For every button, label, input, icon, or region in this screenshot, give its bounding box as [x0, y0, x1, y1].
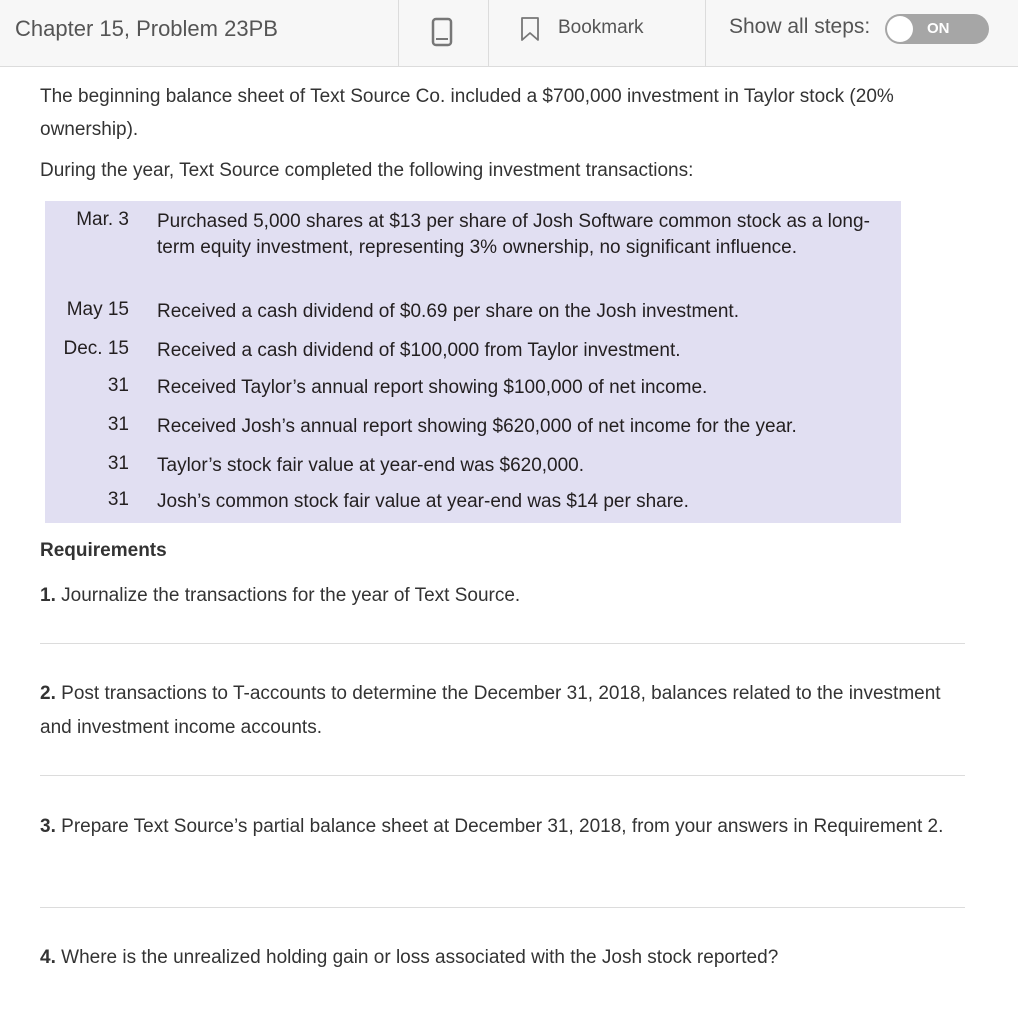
transaction-description: Received a cash dividend of $0.69 per share on the Josh investment. [157, 301, 739, 322]
requirements-heading: Requirements [40, 540, 167, 561]
transaction-date: May 15 [66, 299, 129, 320]
requirement-text: Where is the unrealized holding gain or loss associated with the Josh stock reported? [61, 947, 779, 968]
chapter-title: Chapter 15, Problem 23PB [15, 16, 278, 41]
divider [488, 0, 489, 66]
requirement-number: 4. [40, 947, 56, 968]
requirement-number: 2. [40, 683, 56, 704]
requirement-text: Journalize the transactions for the year of Text Source. [61, 585, 521, 606]
requirement-number: 3. [40, 816, 56, 837]
requirement-item [40, 677, 965, 745]
show-all-steps-label: Show all steps: [729, 15, 871, 38]
bookmark-label: Bookmark [558, 17, 644, 38]
transaction-date: 31 [107, 453, 129, 474]
transaction-date: Mar. 3 [76, 209, 129, 230]
transaction-description: Received a cash dividend of $100,000 from Taylor investment. [157, 340, 681, 361]
toggle-state-label: ON [927, 20, 950, 37]
transaction-description: Received Taylor’s annual report showing $100,000 of net income. [157, 377, 708, 398]
divider [705, 0, 706, 66]
transaction-date: 31 [107, 375, 129, 396]
transaction-description: Josh’s common stock fair value at year-end was $14 per share. [157, 491, 689, 512]
requirement-text: Post transactions to T-accounts to determine the December 31, 2018, balances related to the investment and investment income accounts. [40, 683, 941, 738]
mobile-device-icon[interactable] [430, 17, 454, 47]
transaction-description: Purchased 5,000 shares at $13 per share of Josh Software common stock as a long-term equity investment, representing 3% ownership, no significant influence. [157, 211, 870, 258]
toggle-knob [887, 16, 913, 42]
transaction-date: Dec. 15 [63, 338, 129, 359]
divider [40, 643, 965, 644]
requirement-number: 1. [40, 585, 56, 606]
requirement-text: Prepare Text Source’s partial balance sheet at December 31, 2018, from your answers in Requirement 2. [61, 816, 944, 837]
show-all-steps-toggle[interactable] [885, 14, 989, 44]
transaction-description: Taylor’s stock fair value at year-end was $620,000. [157, 455, 585, 476]
divider [40, 775, 965, 776]
top-bar [0, 0, 1018, 67]
transaction-description: Received Josh’s annual report showing $620,000 of net income for the year. [157, 416, 797, 437]
bookmark-icon [520, 16, 540, 42]
requirement-item [40, 941, 965, 975]
divider [40, 907, 965, 908]
requirement-item [40, 810, 965, 844]
divider [398, 0, 399, 66]
requirement-item [40, 579, 965, 613]
transactions-lead: During the year, Text Source completed the following investment transactions: [40, 160, 694, 181]
transaction-date: 31 [107, 489, 129, 510]
transaction-date: 31 [107, 414, 129, 435]
transactions-table [45, 201, 901, 523]
problem-intro: The beginning balance sheet of Text Source Co. included a $700,000 investment in Taylor stock (20% ownership). [40, 86, 894, 140]
problem-content [40, 80, 970, 187]
